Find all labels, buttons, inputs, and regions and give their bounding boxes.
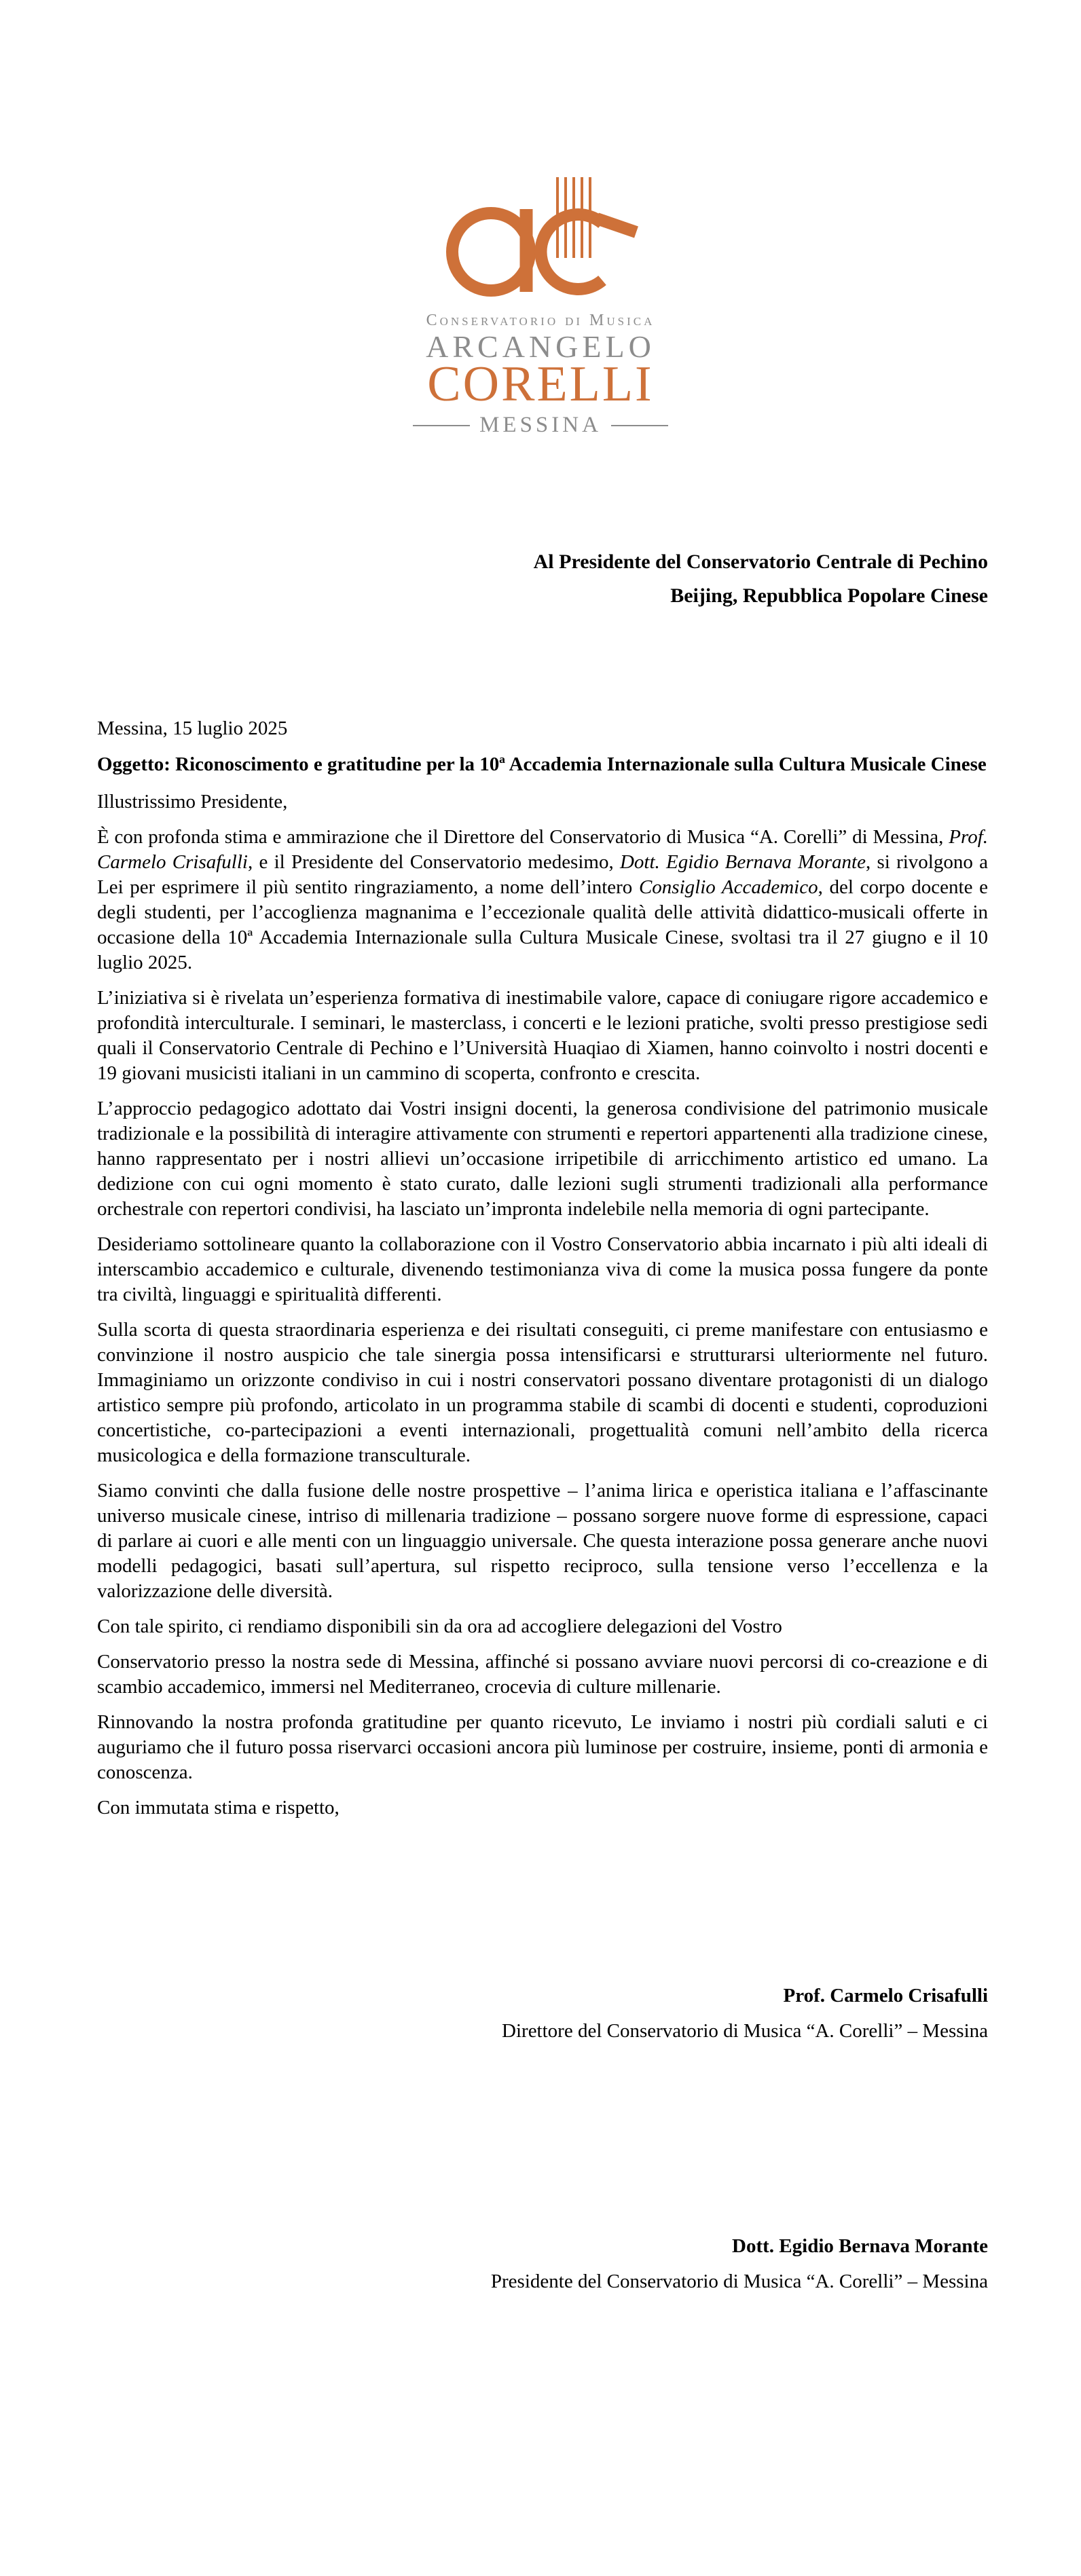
salutation: Illustrissimo Presidente, xyxy=(97,791,288,813)
paragraph-8: Conservatorio presso la nostra sede di Messina, affinché si possano avviare nuovi percorsi di co-creazione e di scambio accademico, immersi nel Mediterraneo, crocevia di culture millenarie. xyxy=(97,1651,988,1698)
logo-institution-type: Conservatorio di Musica xyxy=(426,312,655,329)
paragraph-1-text: , si rivolgono a Lei per esprimere il più sentito ringraziamento, a nome dell’intero xyxy=(97,851,988,898)
signature-director-name: Prof. Carmelo Crisafulli xyxy=(783,1985,988,2006)
paragraph-1-text: , del corpo docente e degli studenti, per l’accoglienza magnanima e l’eccezionale qualità delle attività didattico-musicali offerte in occasione della 10ª Accademia Internazionale sulla Cultura Musicale Cinese, svoltasi tra il 27 giugno e il 10 luglio 2025. xyxy=(97,876,988,973)
conservatory-logo xyxy=(0,0,1081,436)
logo-city-row xyxy=(0,414,1081,436)
logo-city: MESSINA xyxy=(479,413,602,437)
signature-president xyxy=(97,2234,988,2294)
closing-line: Con immutata stima e rispetto, xyxy=(97,1797,340,1818)
recipient-line-1: Al Presidente del Conservatorio Centrale di Pechino xyxy=(533,550,988,573)
director-name-italic: Prof. Carmelo Crisafulli xyxy=(97,826,988,873)
recipient-line-2: Beijing, Repubblica Popolare Cinese xyxy=(670,584,988,607)
logo-name-corelli: CORELLI xyxy=(427,356,654,412)
paragraph-1 xyxy=(97,825,988,975)
letter-content xyxy=(97,545,988,2294)
subject-line: Oggetto: Riconoscimento e gratitudine per la 10ª Accademia Internazionale sulla Cultura Musicale Cinese xyxy=(97,753,987,775)
dateline: Messina, 15 luglio 2025 xyxy=(97,717,288,739)
signature-director xyxy=(97,1983,988,2044)
left-rule-divider xyxy=(413,425,470,426)
paragraph-2: L’iniziativa si è rivelata un’esperienza formativa di inestimabile valore, capace di coniugare rigore accademico e profondità interculturale. I seminari, le masterclass, i concerti e le lezioni pratiche, svolti presso prestigiose sedi quali il Conservatorio Centrale di Pechino e l’Università Huaqiao di Xiamen, hanno coinvolto i nostri docenti e 19 giovani musicisti italiani in un cammino di scoperta, confronto e crescita. xyxy=(97,987,988,1084)
signature-president-name: Dott. Egidio Bernava Morante xyxy=(732,2235,988,2257)
paragraph-1-text: , e il Presidente del Conservatorio medesimo, xyxy=(247,851,620,873)
president-name-italic: Dott. Egidio Bernava Morante xyxy=(619,851,866,873)
paragraph-9: Rinnovando la nostra profonda gratitudine per quanto ricevuto, Le inviamo i nostri più cordiali saluti e ci auguriamo che il futuro possa riservarci occasioni ancora più luminose per costruire, insieme, ponti di armonia e conoscenza. xyxy=(97,1711,988,1783)
right-rule-divider xyxy=(611,425,668,426)
logo-name-arcangelo: ARCANGELO xyxy=(426,329,655,364)
ac-monogram-icon xyxy=(432,162,649,304)
paragraph-7: Con tale spirito, ci rendiamo disponibili sin da ora ad accogliere delegazioni del Vostro xyxy=(97,1616,782,1637)
paragraph-1-text: È con profonda stima e ammirazione che il Direttore del Conservatorio di Musica “A. Corelli” di Messina, xyxy=(97,826,949,848)
academic-council-italic: Consiglio Accademico xyxy=(638,876,818,898)
signature-president-title: Presidente del Conservatorio di Musica “A. Corelli” – Messina xyxy=(490,2271,988,2292)
signature-director-title: Direttore del Conservatorio di Musica “A. Corelli” – Messina xyxy=(502,2020,988,2042)
paragraph-5: Sulla scorta di questa straordinaria esperienza e dei risultati conseguiti, ci preme manifestare con entusiasmo e convinzione il nostro auspicio che tale sinergia possa intensificarsi e strutturarsi ulteriormente nel futuro. Immaginiamo un orizzonte condiviso in cui i nostri conservatori possano diventare protagonisti di un dialogo artistico sempre più profondo, articolato in un programma stabile di scambi di docenti e studenti, coproduzioni concertistiche, co-partecipazioni a eventi internazionali, progettualità comuni nell’ambito della ricerca musicologica e della formazione transculturale. xyxy=(97,1319,988,1466)
paragraph-6: Siamo convinti che dalla fusione delle nostre prospettive – l’anima lirica e operistica italiana e l’affascinante universo musicale cinese, intriso di millenaria tradizione – possano sorgere nuove forme di espressione, capaci di parlare ai cuori e alle menti con un linguaggio universale. Che questa interazione possa generare anche nuovi modelli pedagogici, basati sull’apertura, sul rispetto reciproco, sulla tensione verso l’eccellenza e la valorizzazione delle diversità. xyxy=(97,1480,988,1602)
recipient-block xyxy=(97,545,988,613)
paragraph-4: Desideriamo sottolineare quanto la collaborazione con il Vostro Conservatorio abbia incarnato i più alti ideali di interscambio accademico e culturale, divenendo testimonianza viva di come la musica possa fungere da ponte tra civiltà, linguaggi e spiritualità differenti. xyxy=(97,1233,988,1305)
paragraph-3: L’approccio pedagogico adottato dai Vostri insigni docenti, la generosa condivisione del patrimonio musicale tradizionale e la possibilità di interagire attivamente con strumenti e repertori appartenenti alla tradizione cinese, hanno rappresentato per i nostri allievi un’occasione irripetibile di arricchimento artistico ed umano. La dedizione con cui ogni momento è stato curato, dalle lezioni sugli strumenti tradizionali alla performance orchestrale con repertori condivisi, ha lasciato un’impronta indelebile nella memoria di ogni partecipante. xyxy=(97,1098,988,1220)
